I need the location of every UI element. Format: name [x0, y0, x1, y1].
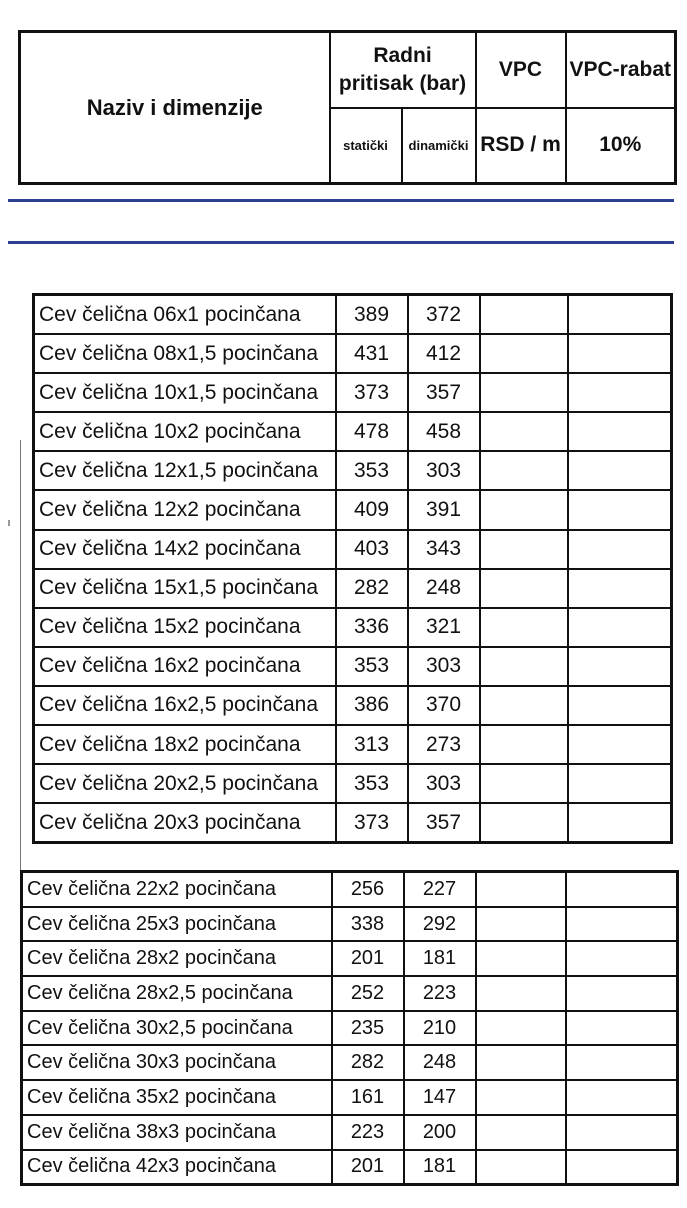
vpc-rabat-cell — [568, 295, 672, 335]
dynamic-pressure: 200 — [404, 1115, 476, 1150]
header-static: statički — [330, 108, 402, 184]
header-name: Naziv i dimenzije — [20, 32, 330, 184]
header-pressure — [330, 32, 476, 108]
static-pressure: 223 — [332, 1115, 404, 1150]
table-row — [22, 1150, 678, 1185]
vpc-rabat-cell — [568, 373, 672, 412]
dynamic-pressure: 248 — [408, 569, 480, 608]
header-vpc: VPC — [476, 32, 566, 108]
dynamic-pressure: 147 — [404, 1080, 476, 1115]
vpc-cell — [476, 907, 566, 942]
static-pressure: 313 — [336, 725, 408, 764]
dynamic-pressure: 391 — [408, 490, 480, 529]
product-name: Cev čelična 22x2 pocinčana — [22, 872, 332, 907]
table-row — [34, 725, 672, 764]
dynamic-pressure: 343 — [408, 530, 480, 569]
table-row — [34, 569, 672, 608]
static-pressure: 389 — [336, 295, 408, 335]
table-row — [34, 686, 672, 725]
dynamic-pressure: 181 — [404, 941, 476, 976]
vpc-rabat-cell — [566, 907, 678, 942]
vpc-rabat-cell — [568, 725, 672, 764]
dynamic-pressure: 227 — [404, 872, 476, 907]
product-name: Cev čelična 15x2 pocinčana — [34, 608, 336, 647]
table-row — [34, 373, 672, 412]
table-row — [34, 764, 672, 803]
vpc-rabat-cell — [568, 764, 672, 803]
vpc-cell — [480, 334, 568, 373]
price-table-1 — [32, 293, 673, 844]
vpc-cell — [480, 764, 568, 803]
table-row — [34, 608, 672, 647]
table-row — [22, 1045, 678, 1080]
dynamic-pressure: 372 — [408, 295, 480, 335]
dynamic-pressure: 292 — [404, 907, 476, 942]
product-name: Cev čelična 12x2 pocinčana — [34, 490, 336, 529]
product-name: Cev čelična 20x2,5 pocinčana — [34, 764, 336, 803]
vpc-rabat-cell — [568, 490, 672, 529]
table-row — [22, 1115, 678, 1150]
product-name: Cev čelična 16x2 pocinčana — [34, 647, 336, 686]
static-pressure: 353 — [336, 647, 408, 686]
vpc-rabat-cell — [568, 569, 672, 608]
product-name: Cev čelična 15x1,5 pocinčana — [34, 569, 336, 608]
dynamic-pressure: 370 — [408, 686, 480, 725]
vpc-cell — [480, 686, 568, 725]
product-name: Cev čelična 12x1,5 pocinčana — [34, 451, 336, 490]
dynamic-pressure: 303 — [408, 647, 480, 686]
vpc-cell — [476, 1045, 566, 1080]
product-name: Cev čelična 14x2 pocinčana — [34, 530, 336, 569]
vpc-cell — [480, 530, 568, 569]
dynamic-pressure: 210 — [404, 1011, 476, 1046]
static-pressure: 161 — [332, 1080, 404, 1115]
header-vpc-rabat: VPC-rabat — [566, 32, 676, 108]
header-pressure-line2: pritisak (bar) — [338, 71, 467, 95]
vpc-cell — [476, 941, 566, 976]
header-discount: 10% — [566, 108, 676, 184]
vpc-rabat-cell — [566, 1080, 678, 1115]
dynamic-pressure: 181 — [404, 1150, 476, 1185]
vpc-rabat-cell — [566, 1115, 678, 1150]
vpc-rabat-cell — [568, 334, 672, 373]
dynamic-pressure: 248 — [404, 1045, 476, 1080]
margin-dot — [8, 520, 10, 526]
table-row — [34, 490, 672, 529]
vpc-cell — [480, 803, 568, 843]
dynamic-pressure: 223 — [404, 976, 476, 1011]
static-pressure: 478 — [336, 412, 408, 451]
static-pressure: 201 — [332, 941, 404, 976]
vpc-cell — [480, 725, 568, 764]
vpc-cell — [476, 1011, 566, 1046]
static-pressure: 201 — [332, 1150, 404, 1185]
product-name: Cev čelična 30x2,5 pocinčana — [22, 1011, 332, 1046]
vpc-cell — [480, 490, 568, 529]
vpc-cell — [476, 872, 566, 907]
divider-line-bottom — [8, 241, 674, 244]
dynamic-pressure: 357 — [408, 803, 480, 843]
table-row — [34, 803, 672, 843]
header-dynamic: dinamički — [402, 108, 476, 184]
table-row — [22, 1080, 678, 1115]
product-name: Cev čelična 28x2,5 pocinčana — [22, 976, 332, 1011]
header-table — [18, 30, 677, 185]
table-row — [34, 647, 672, 686]
vpc-rabat-cell — [568, 803, 672, 843]
vpc-rabat-cell — [566, 1150, 678, 1185]
vpc-rabat-cell — [566, 1045, 678, 1080]
dynamic-pressure: 357 — [408, 373, 480, 412]
vpc-cell — [480, 295, 568, 335]
vpc-rabat-cell — [568, 647, 672, 686]
table-row — [22, 941, 678, 976]
table-row — [22, 1011, 678, 1046]
product-name: Cev čelična 42x3 pocinčana — [22, 1150, 332, 1185]
product-name: Cev čelična 30x3 pocinčana — [22, 1045, 332, 1080]
table-row — [34, 334, 672, 373]
vpc-rabat-cell — [568, 608, 672, 647]
vpc-cell — [480, 647, 568, 686]
product-name: Cev čelična 38x3 pocinčana — [22, 1115, 332, 1150]
table-row — [34, 412, 672, 451]
static-pressure: 373 — [336, 803, 408, 843]
static-pressure: 353 — [336, 451, 408, 490]
vpc-cell — [480, 608, 568, 647]
dynamic-pressure: 273 — [408, 725, 480, 764]
table-row — [22, 907, 678, 942]
vpc-rabat-cell — [568, 451, 672, 490]
static-pressure: 338 — [332, 907, 404, 942]
product-name: Cev čelična 16x2,5 pocinčana — [34, 686, 336, 725]
static-pressure: 373 — [336, 373, 408, 412]
static-pressure: 252 — [332, 976, 404, 1011]
product-name: Cev čelična 25x3 pocinčana — [22, 907, 332, 942]
vpc-cell — [476, 1115, 566, 1150]
price-table-2 — [20, 870, 679, 1186]
vpc-rabat-cell — [568, 530, 672, 569]
table-row — [22, 872, 678, 907]
vpc-cell — [480, 451, 568, 490]
vpc-rabat-cell — [566, 976, 678, 1011]
vpc-cell — [480, 569, 568, 608]
margin-line — [20, 440, 21, 870]
dynamic-pressure: 303 — [408, 764, 480, 803]
static-pressure: 431 — [336, 334, 408, 373]
product-name: Cev čelična 06x1 pocinčana — [34, 295, 336, 335]
table-row — [34, 530, 672, 569]
static-pressure: 256 — [332, 872, 404, 907]
table-row — [34, 451, 672, 490]
header-unit: RSD / m — [476, 108, 566, 184]
table-row — [22, 976, 678, 1011]
product-name: Cev čelična 10x2 pocinčana — [34, 412, 336, 451]
vpc-cell — [476, 1150, 566, 1185]
static-pressure: 386 — [336, 686, 408, 725]
vpc-rabat-cell — [566, 872, 678, 907]
dynamic-pressure: 321 — [408, 608, 480, 647]
product-name: Cev čelična 18x2 pocinčana — [34, 725, 336, 764]
vpc-rabat-cell — [566, 1011, 678, 1046]
product-name: Cev čelična 35x2 pocinčana — [22, 1080, 332, 1115]
product-name: Cev čelična 10x1,5 pocinčana — [34, 373, 336, 412]
divider-line-top — [8, 199, 674, 202]
static-pressure: 282 — [336, 569, 408, 608]
static-pressure: 353 — [336, 764, 408, 803]
dynamic-pressure: 412 — [408, 334, 480, 373]
product-name: Cev čelična 08x1,5 pocinčana — [34, 334, 336, 373]
static-pressure: 409 — [336, 490, 408, 529]
static-pressure: 282 — [332, 1045, 404, 1080]
vpc-rabat-cell — [568, 412, 672, 451]
header-pressure-line1: Radni — [373, 43, 432, 67]
vpc-cell — [476, 1080, 566, 1115]
table-row — [34, 295, 672, 335]
dynamic-pressure: 303 — [408, 451, 480, 490]
static-pressure: 403 — [336, 530, 408, 569]
dynamic-pressure: 458 — [408, 412, 480, 451]
vpc-cell — [480, 412, 568, 451]
static-pressure: 235 — [332, 1011, 404, 1046]
product-name: Cev čelična 28x2 pocinčana — [22, 941, 332, 976]
vpc-rabat-cell — [566, 941, 678, 976]
static-pressure: 336 — [336, 608, 408, 647]
vpc-cell — [476, 976, 566, 1011]
vpc-cell — [480, 373, 568, 412]
product-name: Cev čelična 20x3 pocinčana — [34, 803, 336, 843]
vpc-rabat-cell — [568, 686, 672, 725]
